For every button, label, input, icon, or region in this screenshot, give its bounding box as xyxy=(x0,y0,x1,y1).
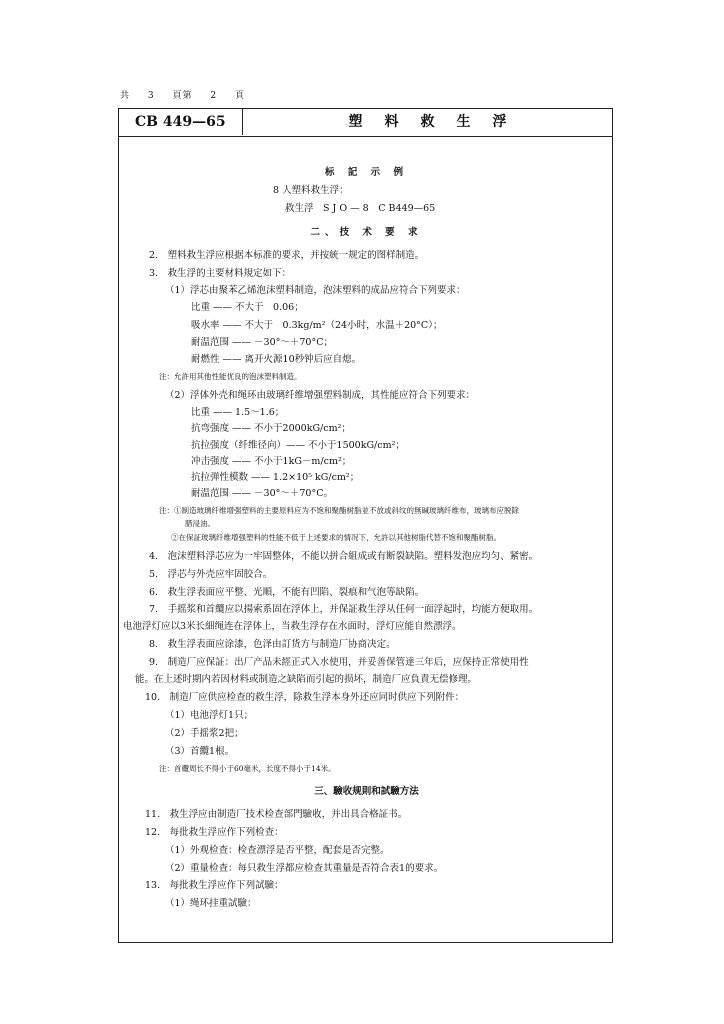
section-heading-technical: 二、技 术 要 求 xyxy=(310,227,423,238)
clause-13-1: （1）绳环挂重試驗： xyxy=(165,898,257,909)
example-line: 8 人塑料救生浮： xyxy=(273,185,349,196)
clause-7: 7. 手摇浆和首纜应以揚索系固在浮体上，并保証救生浮从任何一面浮起时，均能方便取用。 xyxy=(149,604,539,615)
note-2-1: 注：①制造玻璃纤维增强塑料的主要原料应为不饱和聚酯树脂並不放或斜纹的無碱玻璃纤维布，玻璃布应脱除 xyxy=(159,506,519,515)
page-info-current: 2 xyxy=(210,91,218,101)
clause-3-1-a: 比重 —— 不大于 0.06； xyxy=(191,302,304,313)
clause-7-cont: 电池浮灯应以3米长細绳连在浮体上，当救生浮存在水面时，浮灯应能自然漂浮。 xyxy=(123,621,462,632)
clause-3-1: （1）浮芯由聚苯乙烯泡沫塑料制造，泡沫塑料的成品应符合下列要求： xyxy=(165,285,466,296)
clause-3: 3. 救生浮的主要材料規定如下： xyxy=(149,268,292,279)
document-title: 塑料救生浮 xyxy=(348,114,529,130)
note-3: 注：首纜周长不得小于60毫米，长度不得小于14米。 xyxy=(159,764,336,773)
clause-10-1: （1）电池浮灯1只； xyxy=(165,710,254,721)
note-2-1-cont: 腊浸油。 xyxy=(185,519,215,528)
clause-9-cont: 能。在上述时期内若因材料或制造之缺陷而引起的损坏，制造厂应負責无偿修理。 xyxy=(135,674,478,685)
clause-12: 12. 每批救生浮应作下列检查： xyxy=(145,827,284,838)
clause-10-3: （3）首纜1根。 xyxy=(165,746,235,757)
document-sheet xyxy=(118,108,613,943)
clause-3-2-c: 抗拉强度（纤维径向）—— 不小于1500kG/cm²； xyxy=(191,440,405,451)
clause-3-1-b: 吸水率 —— 不大于 0.3kg/m²（24小时，水温＋20°C）； xyxy=(191,320,443,331)
page-info-unit: 頁 xyxy=(235,91,246,101)
clause-8: 8. 救生浮表面应涂漆，色泽由訂货方与制造厂协商决定。 xyxy=(149,639,396,650)
clause-11: 11. 救生浮应由制造厂技术检查部門驗收，并出具合格証书。 xyxy=(145,809,408,820)
clause-12-2: （2）重量检查：每只救生浮都应检查其重量是否符合表1的要求。 xyxy=(165,863,444,874)
clause-3-2-e: 抗拉弹性模数 —— 1.2×10⁵ kG/cm²； xyxy=(191,472,360,483)
clause-12-1: （1）外观检查：检查漂浮是否平整，配套是否完整。 xyxy=(165,845,390,856)
page-indicator xyxy=(120,88,259,101)
section-heading-acceptance: 三、驗收规則和試驗方法 xyxy=(314,786,419,797)
document-header xyxy=(119,109,612,137)
clause-13: 13. 每批救生浮应作下列試驗： xyxy=(145,880,284,891)
clause-10: 10. 制造厂应供应检查的救生浮，除救生浮本身外还应同时供应下列附件： xyxy=(145,692,465,703)
clause-3-2-a: 比重 —— 1.5～1.6； xyxy=(191,407,285,418)
clause-5: 5. 浮芯与外壳应牢固胶合。 xyxy=(149,569,273,580)
clause-2: 2. 塑料救生浮应根据本标准的要求，并按統一规定的图样制造。 xyxy=(149,250,425,261)
note-1: 注：允許用其他性能优良的泡沫塑料制造。 xyxy=(159,372,302,381)
note-2-2: ②在保証玻璃纤维增强塑料的性能不低于上述要求的情况下，允許以其他树脂代替不饱和聚酯树脂。 xyxy=(171,533,501,542)
clause-6: 6. 救生浮表面应平整、光順，不能有凹陷、裂痕和气泡等缺陷。 xyxy=(149,587,425,598)
example-designation: 救生浮 S J O — 8 C B449—65 xyxy=(285,203,436,214)
clause-10-2: （2）手摇浆2把； xyxy=(165,728,244,739)
standard-code: CB 449—65 xyxy=(119,109,243,135)
clause-3-2: （2）浮体外壳和绳环由玻璃纤维增强塑料制成，其性能应符合下列要求： xyxy=(165,390,476,401)
page-info-current-label: 頁第 xyxy=(172,91,193,101)
clause-3-2-d: 冲击强度 —— 不小于1kG－m/cm²； xyxy=(191,456,352,467)
clause-3-1-c: 耐温范围 —— －30°～＋70°C； xyxy=(191,337,333,348)
page-info-total-label: 共 xyxy=(120,91,131,101)
clause-3-1-d: 耐燃性 —— 离开火源10秒钟后应自熄。 xyxy=(191,354,362,365)
clause-3-2-f: 耐温范围 —— －30°～＋70°C。 xyxy=(191,488,333,499)
example-heading: 标 記 示 例 xyxy=(325,167,408,178)
page-info-total: 3 xyxy=(147,91,155,101)
clause-4: 4. 泡沫塑料浮芯应为一牢固整体，不能以拼合組成或有断裂缺陷。塑料发泡应均匀、紧密。 xyxy=(149,551,539,562)
clause-9: 9. 制造厂应保証：出厂产品未經正式入水使用，并妥善保管達三年后，应保持正常使用性 xyxy=(149,657,529,668)
clause-3-2-b: 抗弯强度 —— 不小于2000kG/cm²； xyxy=(191,423,351,434)
